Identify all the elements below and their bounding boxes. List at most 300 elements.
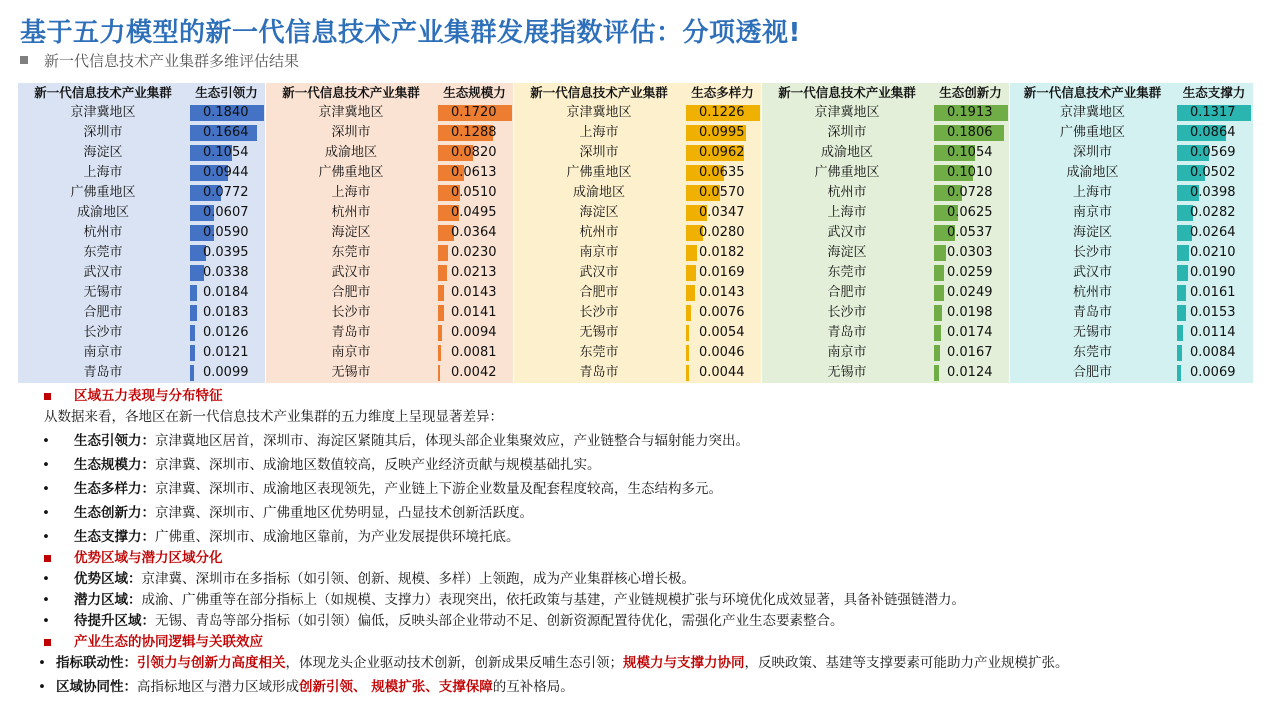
indicator-table	[514, 83, 762, 383]
value-cell	[1175, 143, 1253, 163]
region-cell: 南京市	[827, 345, 867, 360]
value-cell	[436, 263, 513, 283]
region-column	[18, 83, 188, 383]
value-cell	[932, 223, 1009, 243]
region-cell: 杭州市	[827, 185, 867, 200]
column-header: 新一代信息技术产业集群	[1023, 85, 1162, 100]
bullet-key: 生态引领力：	[74, 433, 155, 449]
column-header: 生态创新力	[939, 85, 1002, 100]
column-header: 生态规模力	[443, 85, 506, 100]
value-text: 0.1054	[947, 145, 993, 160]
value-text: 0.0174	[947, 325, 993, 340]
value-cell	[1175, 263, 1253, 283]
region-column	[762, 83, 932, 383]
value-cell	[684, 103, 761, 123]
region-cell: 深圳市	[1072, 145, 1112, 160]
data-bar	[190, 305, 197, 321]
bullet-item	[44, 569, 1274, 590]
bullet-key: 指标联动性：	[56, 655, 137, 671]
highlight-text: 规模力与支撑力协同	[623, 655, 745, 671]
value-cell	[684, 163, 761, 183]
value-cell	[684, 343, 761, 363]
section-heading-text: 优势区域与潜力区域分化	[74, 550, 223, 566]
value-text: 0.0569	[1190, 145, 1236, 160]
data-bar	[686, 265, 696, 281]
region-cell: 杭州市	[83, 225, 123, 240]
value-cell	[1175, 183, 1253, 203]
value-cell	[436, 103, 513, 123]
value-cell	[436, 163, 513, 183]
data-bar	[934, 325, 941, 341]
region-cell: 上海市	[579, 125, 619, 140]
data-bar	[438, 345, 441, 361]
value-text: 0.0161	[1190, 285, 1236, 300]
value-cell	[436, 343, 513, 363]
value-cell	[932, 203, 1009, 223]
value-cell	[684, 223, 761, 243]
region-cell: 深圳市	[83, 125, 123, 140]
indicator-table	[18, 83, 266, 383]
region-cell: 海淀区	[1072, 225, 1112, 240]
region-cell: 长沙市	[331, 305, 371, 320]
data-bar	[438, 285, 444, 301]
value-text: 0.0042	[451, 365, 497, 380]
value-text: 0.0728	[947, 185, 993, 200]
value-cell	[1175, 223, 1253, 243]
region-cell: 无锡市	[827, 365, 867, 380]
data-bar	[934, 265, 944, 281]
bullet-text: 京津冀、深圳市在多指标（如引领、创新、规模、多样）上领跑，成为产业集群核心增长极。	[141, 571, 695, 587]
value-column	[436, 83, 514, 383]
region-cell: 青岛市	[827, 325, 867, 340]
data-bar	[1177, 285, 1186, 301]
data-bar	[686, 285, 695, 301]
value-text: 0.1840	[203, 105, 249, 120]
value-cell	[1175, 283, 1253, 303]
value-text: 0.0820	[451, 145, 497, 160]
region-cell: 长沙市	[579, 305, 619, 320]
value-text: 0.0635	[699, 165, 745, 180]
red-square-icon	[44, 639, 51, 646]
value-cell	[684, 123, 761, 143]
region-cell: 京津冀地区	[566, 105, 632, 120]
region-cell: 海淀区	[827, 245, 867, 260]
value-text: 0.0590	[203, 225, 249, 240]
value-text: 0.0259	[947, 265, 993, 280]
section-intro: 从数据来看，各地区在新一代信息技术产业集群的五力维度上呈现显著差异：	[44, 409, 503, 425]
value-text: 0.1054	[203, 145, 249, 160]
value-text: 0.0282	[1190, 205, 1236, 220]
value-cell	[436, 243, 513, 263]
indicator-table	[762, 83, 1010, 383]
value-text: 0.0338	[203, 265, 249, 280]
value-text: 0.0143	[699, 285, 745, 300]
region-cell: 东莞市	[579, 345, 619, 360]
region-cell: 成渝地区	[76, 205, 129, 220]
region-cell: 无锡市	[1072, 325, 1112, 340]
region-cell: 海淀区	[83, 145, 123, 160]
value-text: 0.0124	[947, 365, 993, 380]
region-cell: 武汉市	[579, 265, 619, 280]
value-cell	[684, 143, 761, 163]
value-cell	[188, 323, 265, 343]
bullet-text: 京津冀、深圳市、广佛重地区优势明显，凸显技术创新活跃度。	[155, 505, 533, 521]
bullet-item	[44, 503, 1274, 524]
data-bar	[438, 325, 442, 341]
region-cell: 合肥市	[579, 285, 619, 300]
region-cell: 海淀区	[331, 225, 371, 240]
bullet-item	[38, 677, 1274, 698]
data-bar	[934, 345, 940, 361]
value-text: 0.0183	[203, 305, 249, 320]
value-cell	[932, 263, 1009, 283]
value-cell	[1175, 323, 1253, 343]
value-text: 0.0044	[699, 365, 745, 380]
value-text: 0.0864	[1190, 125, 1236, 140]
value-text: 0.0153	[1190, 305, 1236, 320]
data-bar	[1177, 265, 1188, 281]
value-cell	[188, 303, 265, 323]
value-text: 0.0076	[699, 305, 745, 320]
value-text: 0.0094	[451, 325, 497, 340]
region-cell: 青岛市	[579, 365, 619, 380]
value-text: 0.0141	[451, 305, 497, 320]
section-heading-text: 产业生态的协同逻辑与关联效应	[74, 634, 263, 650]
value-text: 0.0280	[699, 225, 745, 240]
value-cell	[436, 183, 513, 203]
value-cell	[684, 263, 761, 283]
value-cell	[932, 323, 1009, 343]
region-cell: 深圳市	[827, 125, 867, 140]
data-bar	[934, 305, 942, 321]
value-cell	[436, 223, 513, 243]
page-title: 基于五力模型的新一代信息技术产业集群发展指数评估：分项透视!	[20, 18, 801, 48]
data-bar	[438, 365, 440, 381]
indicator-tables	[18, 83, 1260, 383]
value-text: 0.0303	[947, 245, 993, 260]
bullet-text: 广佛重、深圳市、成渝地区靠前，为产业发展提供环境托底。	[155, 529, 520, 545]
bullet-text: ，反映政策、基建等支撑要素可能助力产业规模扩张。	[744, 655, 1069, 671]
value-text: 0.0264	[1190, 225, 1236, 240]
value-cell	[1175, 243, 1253, 263]
value-column	[188, 83, 266, 383]
region-cell: 杭州市	[579, 225, 619, 240]
value-cell	[684, 243, 761, 263]
data-bar	[934, 285, 944, 301]
page-subtitle	[20, 50, 299, 71]
region-cell: 武汉市	[827, 225, 867, 240]
value-cell	[188, 283, 265, 303]
value-text: 0.0054	[699, 325, 745, 340]
value-cell	[188, 243, 265, 263]
value-text: 0.0190	[1190, 265, 1236, 280]
section-heading-text: 区域五力表现与分布特征	[74, 388, 223, 404]
analysis-text	[38, 386, 1274, 698]
column-header: 生态多样力	[691, 85, 754, 100]
region-cell: 广佛重地区	[1059, 125, 1125, 140]
region-cell: 南京市	[579, 245, 619, 260]
data-bar	[686, 325, 689, 341]
value-text: 0.1226	[699, 105, 745, 120]
bullet-dot: •	[38, 679, 46, 695]
column-header: 生态支撑力	[1182, 85, 1246, 100]
value-cell	[436, 203, 513, 223]
bullet-text: ，体现龙头企业驱动技术创新，创新成果反哺生态引领；	[285, 655, 623, 671]
data-bar	[686, 365, 689, 381]
region-cell: 无锡市	[579, 325, 619, 340]
column-header: 新一代信息技术产业集群	[282, 85, 420, 100]
value-column	[1175, 83, 1253, 383]
data-bar	[934, 365, 939, 381]
bullet-item	[44, 431, 1274, 452]
bullet-item	[44, 527, 1274, 548]
data-bar	[934, 245, 946, 261]
value-cell	[932, 103, 1009, 123]
value-cell	[932, 183, 1009, 203]
value-text: 0.0210	[1190, 245, 1236, 260]
column-header: 生态引领力	[195, 85, 258, 100]
value-cell	[932, 343, 1009, 363]
section-heading-3	[44, 632, 1274, 653]
value-text: 0.0625	[947, 205, 993, 220]
data-bar	[686, 245, 697, 261]
bullet-text: 无锡、青岛等部分指标（如引领）偏低，反映头部企业带动不足、创新资源配置待优化，需强化产业生态要素整合。	[155, 613, 844, 629]
region-cell: 成渝地区	[572, 185, 625, 200]
value-text: 0.0126	[203, 325, 249, 340]
bullet-text: 京津冀、深圳市、成渝地区表现领先，产业链上下游企业数量及配套程度较高，生态结构多元。	[155, 481, 722, 497]
value-text: 0.0099	[203, 365, 249, 380]
bullet-dot: •	[42, 529, 50, 545]
region-column	[1010, 83, 1175, 383]
region-cell: 长沙市	[83, 325, 123, 340]
bullet-item	[44, 611, 1274, 632]
value-text: 0.1664	[203, 125, 249, 140]
bullet-key: 生态多样力：	[74, 481, 155, 497]
bullet-key: 生态规模力：	[74, 457, 155, 473]
column-header: 新一代信息技术产业集群	[530, 85, 668, 100]
bullet-text: 京津冀、深圳市、成渝地区数值较高，反映产业经济贡献与规模基础扎实。	[155, 457, 601, 473]
bullet-dot: •	[42, 457, 50, 473]
value-text: 0.0046	[699, 345, 745, 360]
data-bar	[1177, 305, 1186, 321]
value-text: 0.0537	[947, 225, 993, 240]
value-cell	[188, 363, 265, 383]
data-bar	[686, 345, 689, 361]
subtitle-text: 新一代信息技术产业集群多维评估结果	[44, 52, 300, 70]
indicator-table	[1010, 83, 1253, 383]
bullet-text: 成渝、广佛重等在部分指标上（如规模、支撑力）表现突出，依托政策与基建，产业链规模扩张与环境优化成效显著，具备补链强链潜力。	[141, 592, 965, 608]
bullet-key: 优势区域：	[74, 571, 142, 587]
indicator-table	[266, 83, 514, 383]
value-text: 0.0495	[451, 205, 497, 220]
value-text: 0.0114	[1190, 325, 1236, 340]
bullet-dot: •	[42, 505, 50, 521]
region-cell: 东莞市	[83, 245, 123, 260]
value-text: 0.0169	[699, 265, 745, 280]
region-cell: 京津冀地区	[318, 105, 384, 120]
region-cell: 东莞市	[827, 265, 867, 280]
value-cell	[932, 283, 1009, 303]
bullet-dot: •	[42, 571, 50, 587]
data-bar	[1177, 365, 1181, 381]
region-cell: 京津冀地区	[814, 105, 880, 120]
data-bar	[1177, 245, 1189, 261]
value-cell	[188, 263, 265, 283]
bullet-text: 的互补格局。	[492, 679, 574, 695]
region-cell: 武汉市	[331, 265, 371, 280]
data-bar	[190, 265, 204, 281]
value-cell	[436, 363, 513, 383]
value-cell	[436, 303, 513, 323]
bullet-dot: •	[42, 613, 50, 629]
data-bar	[438, 305, 444, 321]
value-text: 0.0069	[1190, 365, 1236, 380]
region-cell: 广佛重地区	[318, 165, 384, 180]
region-cell: 深圳市	[331, 125, 371, 140]
value-cell	[1175, 303, 1253, 323]
region-cell: 广佛重地区	[814, 165, 880, 180]
section-heading-2	[44, 548, 1274, 569]
value-text: 0.0230	[451, 245, 497, 260]
column-header: 新一代信息技术产业集群	[778, 85, 916, 100]
region-cell: 长沙市	[1072, 245, 1112, 260]
value-cell	[188, 343, 265, 363]
bullet-key: 生态创新力：	[74, 505, 155, 521]
bullet-key: 潜力区域：	[74, 592, 142, 608]
square-bullet-icon	[20, 56, 28, 64]
region-cell: 青岛市	[331, 325, 371, 340]
region-cell: 上海市	[1072, 185, 1112, 200]
region-column	[514, 83, 684, 383]
data-bar	[190, 325, 195, 341]
data-bar	[1177, 325, 1183, 341]
bullet-item	[44, 590, 1274, 611]
value-text: 0.1806	[947, 125, 993, 140]
bullet-item	[38, 653, 1274, 674]
value-cell	[1175, 363, 1253, 383]
data-bar	[686, 305, 691, 321]
value-cell	[188, 103, 265, 123]
value-text: 0.0772	[203, 185, 249, 200]
value-cell	[932, 143, 1009, 163]
region-cell: 杭州市	[1072, 285, 1112, 300]
value-cell	[932, 303, 1009, 323]
region-cell: 成渝地区	[324, 145, 377, 160]
value-text: 0.0084	[1190, 345, 1236, 360]
region-cell: 合肥市	[83, 305, 123, 320]
value-text: 0.0081	[451, 345, 497, 360]
region-cell: 东莞市	[331, 245, 371, 260]
bullet-dot: •	[42, 592, 50, 608]
value-text: 0.0395	[203, 245, 249, 260]
region-cell: 海淀区	[579, 205, 619, 220]
bullet-dot: •	[38, 655, 46, 671]
value-text: 0.0182	[699, 245, 745, 260]
value-text: 0.1317	[1190, 105, 1236, 120]
bullet-dot: •	[42, 433, 50, 449]
value-cell	[436, 143, 513, 163]
value-text: 0.0398	[1190, 185, 1236, 200]
value-text: 0.0364	[451, 225, 497, 240]
value-cell	[684, 303, 761, 323]
value-cell	[436, 283, 513, 303]
region-cell: 东莞市	[1072, 345, 1112, 360]
data-bar	[1177, 345, 1182, 361]
value-text: 0.0184	[203, 285, 249, 300]
value-cell	[684, 283, 761, 303]
value-cell	[188, 203, 265, 223]
region-cell: 上海市	[331, 185, 371, 200]
region-cell: 上海市	[827, 205, 867, 220]
column-header: 新一代信息技术产业集群	[34, 85, 172, 100]
value-cell	[1175, 123, 1253, 143]
region-cell: 京津冀地区	[1059, 105, 1125, 120]
region-cell: 合肥市	[1072, 365, 1112, 380]
value-cell	[932, 163, 1009, 183]
red-square-icon	[44, 555, 51, 562]
section-heading-1	[44, 386, 1274, 407]
region-cell: 青岛市	[1072, 305, 1112, 320]
region-cell: 上海市	[83, 165, 123, 180]
value-text: 0.0198	[947, 305, 993, 320]
value-text: 0.1720	[451, 105, 497, 120]
value-cell	[1175, 103, 1253, 123]
value-cell	[684, 323, 761, 343]
value-cell	[1175, 343, 1253, 363]
value-cell	[188, 163, 265, 183]
value-text: 0.0347	[699, 205, 745, 220]
value-cell	[188, 183, 265, 203]
value-text: 0.0510	[451, 185, 497, 200]
region-cell: 深圳市	[579, 145, 619, 160]
bullet-text: 高指标地区与潜力区域形成	[137, 679, 299, 695]
value-text: 0.0995	[699, 125, 745, 140]
region-cell: 南京市	[331, 345, 371, 360]
bullet-item	[44, 479, 1274, 500]
region-cell: 无锡市	[83, 285, 123, 300]
value-cell	[188, 223, 265, 243]
data-bar	[190, 285, 197, 301]
highlight-text: 引领力与创新力高度相关	[137, 655, 286, 671]
value-text: 0.0607	[203, 205, 249, 220]
bullet-key: 待提升区域：	[74, 613, 155, 629]
region-cell: 长沙市	[827, 305, 867, 320]
region-cell: 武汉市	[83, 265, 123, 280]
value-text: 0.0570	[699, 185, 745, 200]
value-text: 0.1010	[947, 165, 993, 180]
value-text: 0.0143	[451, 285, 497, 300]
region-cell: 成渝地区	[1066, 165, 1119, 180]
region-cell: 南京市	[83, 345, 123, 360]
region-cell: 京津冀地区	[70, 105, 136, 120]
value-cell	[932, 123, 1009, 143]
region-cell: 成渝地区	[820, 145, 873, 160]
data-bar	[190, 345, 195, 361]
value-text: 0.0167	[947, 345, 993, 360]
region-cell: 武汉市	[1072, 265, 1112, 280]
value-cell	[1175, 203, 1253, 223]
region-cell: 广佛重地区	[566, 165, 632, 180]
data-bar	[438, 245, 448, 261]
bullet-item	[44, 455, 1274, 476]
value-text: 0.0249	[947, 285, 993, 300]
value-text: 0.0502	[1190, 165, 1236, 180]
bullet-key: 生态支撑力：	[74, 529, 155, 545]
value-cell	[684, 363, 761, 383]
value-text: 0.1288	[451, 125, 497, 140]
value-text: 0.0613	[451, 165, 497, 180]
value-cell	[1175, 163, 1253, 183]
